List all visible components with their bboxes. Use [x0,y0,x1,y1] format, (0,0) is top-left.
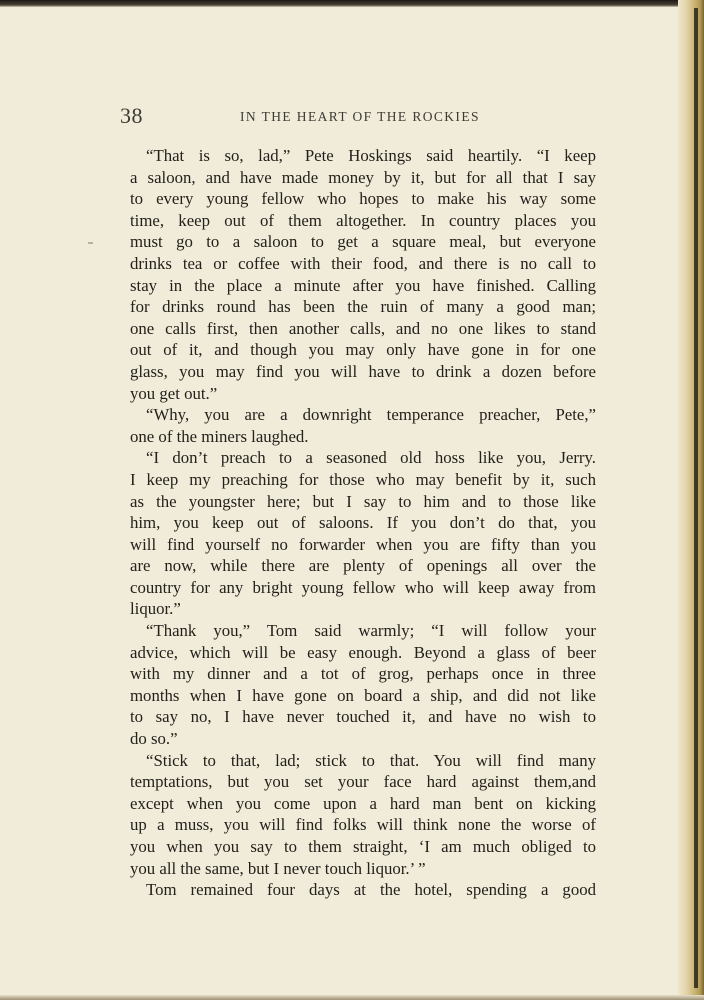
body-text [130,145,596,901]
text-line: are now, while there are plenty of openings all over the [130,556,596,576]
text-line: out of it, and though you may only have gone in for one [130,340,596,360]
text-line: up a muss, you will find folks will think none the worse of [130,815,596,835]
text-line: glass, you may find you will have to drink a dozen before [130,361,596,381]
text-line: must go to a saloon to get a square meal, but everyone [130,232,596,252]
text-line: advice, which will be easy enough. Beyond a glass of beer [130,642,596,662]
text-line: “Stick to that, lad; stick to that. You will find many [146,750,596,770]
text-line: with my dinner and a tot of grog, perhaps once in three [130,664,596,684]
text-line: temptations, but you set your face hard against them,and [130,772,596,792]
text-line: you get out.” [130,383,218,403]
text-line: “Why, you are a downright temperance preacher, Pete,” [146,405,596,425]
text-line: for drinks round has been the ruin of many a good man; [130,297,596,317]
text-line: “Thank you,” Tom said warmly; “I will follow your [146,621,596,641]
text-line: a saloon, and have made money by it, but for all that I say [130,167,596,187]
page-top-edge [0,0,704,7]
text-line: Tom remained four days at the hotel, spending a good [146,880,596,900]
text-line: you when you say to them straight, ‘I am much obliged to [130,837,596,856]
text-line: him, you keep out of saloons. If you don’t do that, you [130,513,596,533]
page-gutter-shadow [678,0,704,1000]
text-line: “That is so, lad,” Pete Hoskings said heartily. “I keep [146,146,596,165]
text-line: “I don’t preach to a seasoned old hoss like you, Jerry. [146,448,596,468]
text-line: to say no, I have never touched it, and have no wish to [130,707,596,727]
text-line: will find yourself no forwarder when you are fifty than you [130,534,596,554]
text-line: one of the miners laughed. [130,426,309,446]
text-line: do so.” [130,729,178,749]
page-binding-edge [694,8,698,988]
text-line: as the youngster here; but I say to him and to those like [130,491,596,511]
text-line: liquor.” [130,599,181,619]
text-line: months when I have gone on board a ship, and did not like [130,685,596,705]
text-line: drinks tea or coffee with their food, and there is no call to [130,253,596,273]
text-line: except when you come upon a hard man bent on kicking [130,793,596,813]
page-number: 38 [120,103,143,128]
text-line: to every young fellow who hopes to make his way some [130,189,596,209]
book-title-header: IN THE HEART OF THE ROCKIES [240,109,480,124]
text-line: you all the same, but I never touch liquor.’ ” [130,858,426,878]
paper-speck [88,242,93,244]
text-line: one calls first, then another calls, and no one likes to stand [130,318,596,338]
text-line: country for any bright young fellow who will keep away from [130,577,596,597]
text-line: I keep my preaching for those who may benefit by it, such [130,469,596,489]
page-bottom-edge [0,995,704,1000]
text-line: stay in the place a minute after you have finished. Calling [130,275,596,295]
running-head [120,103,600,131]
text-line: time, keep out of them altogether. In country places you [130,210,596,230]
